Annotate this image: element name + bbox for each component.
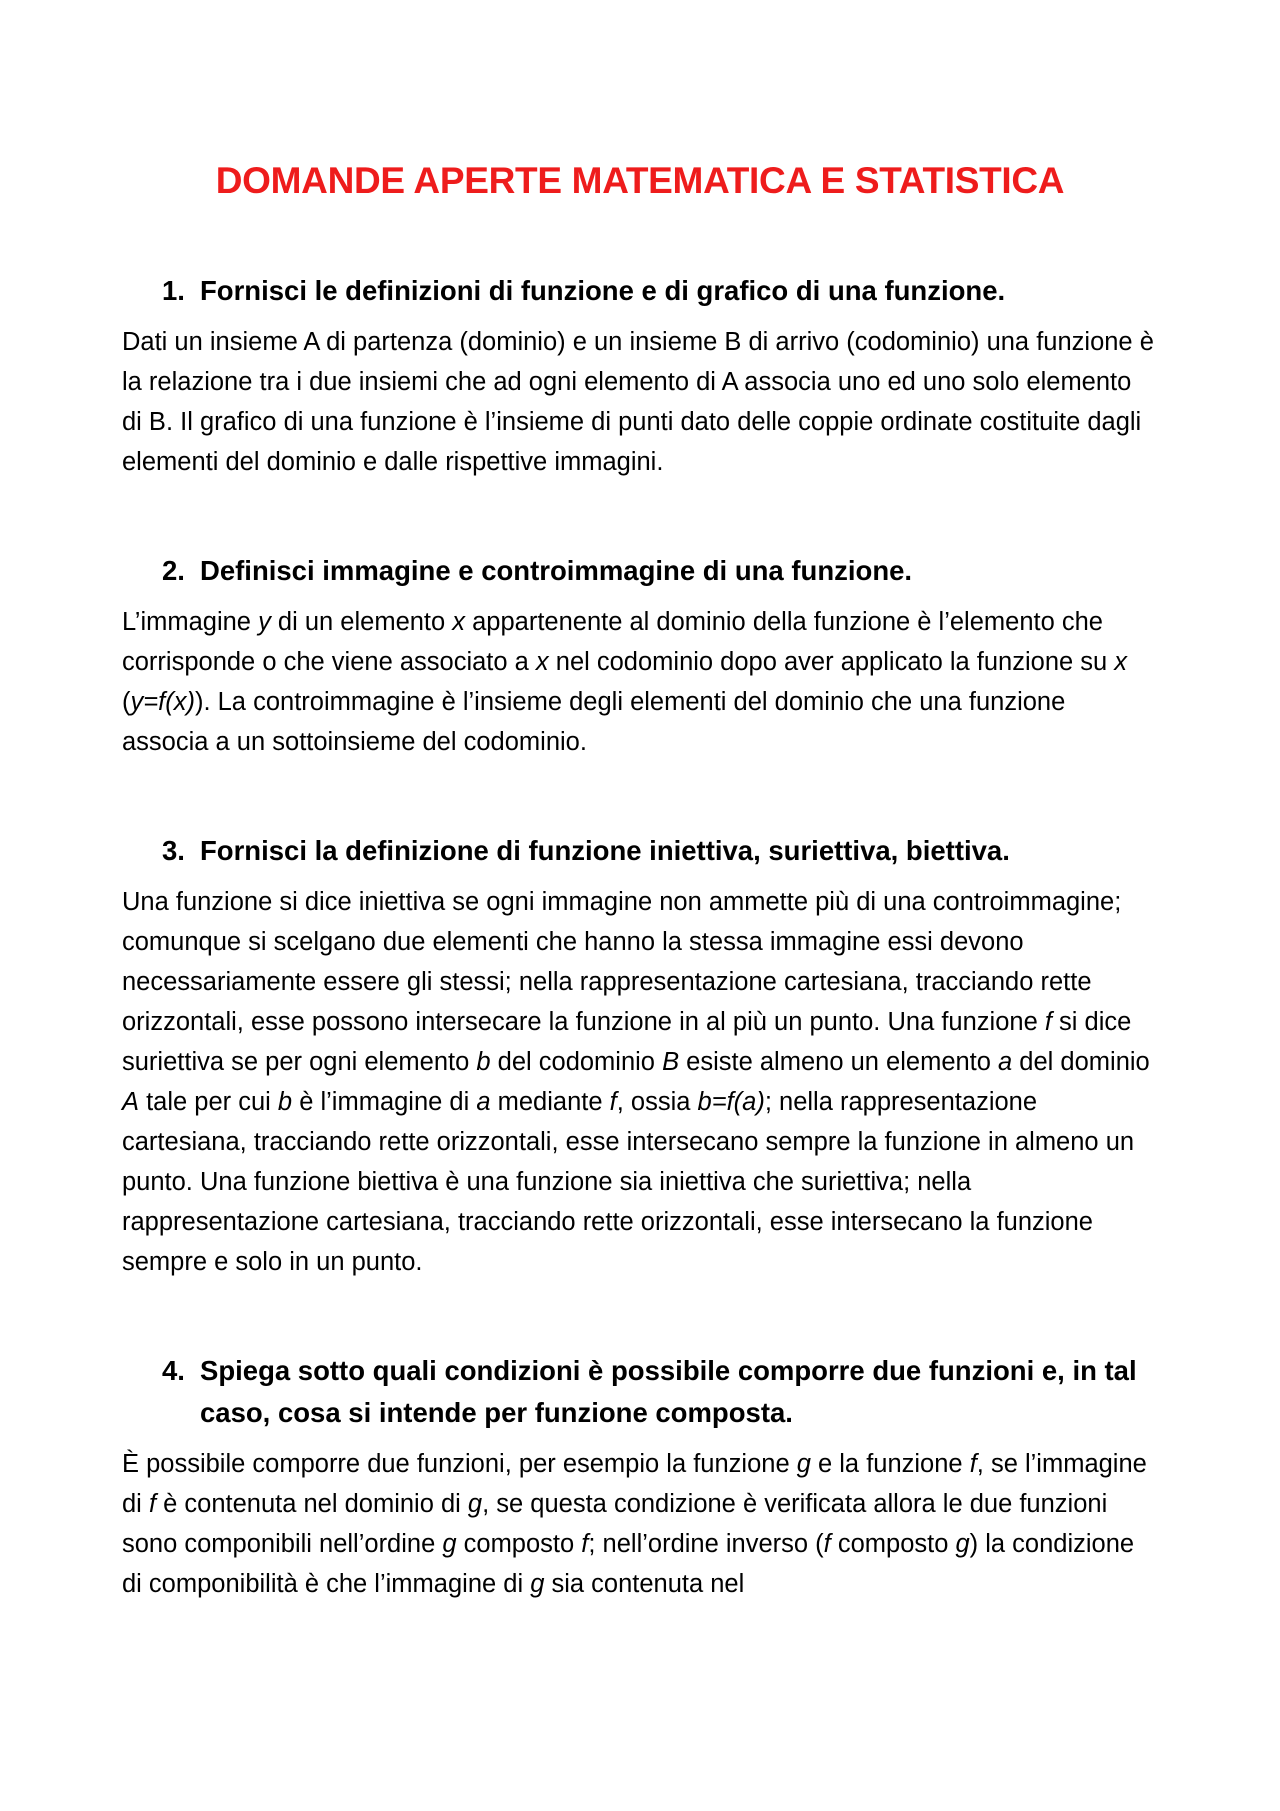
math-variable: x	[1114, 648, 1128, 676]
answer-paragraph	[122, 322, 1158, 482]
math-variable: B	[662, 1048, 680, 1076]
answer-text: Dati un insieme A di partenza (dominio) e un insieme B di arrivo (codominio) una funzione è la relazione tra i due insiemi che ad ogni elemento di A associa uno ed uno solo elemento di B. Il grafico di una funzione è l’insieme di punti dato delle coppie ordinate costituite dagli elementi del dominio e dalle rispettive immagini.	[122, 328, 1154, 476]
math-variable: b	[476, 1048, 491, 1076]
answer-text: tale per cui	[139, 1088, 278, 1116]
document-title: DOMANDE APERTE MATEMATICA E STATISTICA	[215, 160, 1065, 201]
answer-text: e la funzione	[810, 1450, 970, 1478]
answer-text: ; nella rappresentazione cartesiana, tracciando rette orizzontali, esse intersecano sempre la funzione in almeno un punto. Una funzione biettiva è una funzione sia iniettiva che suriettiva; nella rappresentazione cartesiana, tracciando rette orizzontali, esse intersecano la funzione sempre e solo in un punto.	[122, 1088, 1135, 1276]
question-number: 2.	[162, 555, 185, 586]
math-variable: g	[530, 1570, 545, 1598]
question-heading	[122, 550, 1158, 592]
answer-text: Una funzione si dice iniettiva se ogni immagine non ammette più di una controimmagine; comunque si scelgano due elementi che hanno la stessa immagine essi devono necessariamente essere gli stessi; nella rappresentazione cartesiana, tracciando rette orizzontali, esse possono intersecare la funzione in al più un punto. Una funzione	[122, 888, 1122, 1036]
answer-text: del codominio	[490, 1048, 663, 1076]
answer-text: di un elemento	[270, 608, 453, 636]
answer-text: esiste almeno un elemento	[679, 1048, 999, 1076]
answer-text: ; nell’ordine inverso (	[588, 1530, 824, 1558]
answer-text: composto	[456, 1530, 582, 1558]
math-variable: a	[476, 1088, 491, 1116]
math-variable: A	[122, 1088, 140, 1116]
math-variable: a	[998, 1048, 1013, 1076]
answer-text: È possibile comporre due funzioni, per esempio la funzione	[122, 1450, 797, 1478]
answer-text: appartenente al dominio della funzione è l’elemento che corrisponde o che viene associato a	[122, 608, 1103, 676]
question-heading	[122, 830, 1158, 872]
math-variable: f	[969, 1450, 977, 1478]
question-heading	[122, 1350, 1158, 1434]
answer-text: , ossia	[616, 1088, 698, 1116]
answer-text: (	[122, 688, 131, 716]
answer-paragraph	[122, 882, 1158, 1282]
answer-text: è contenuta nel dominio di	[156, 1490, 468, 1518]
answer-paragraph	[122, 1444, 1158, 1604]
answer-text: è l’immagine di	[292, 1088, 477, 1116]
math-variable: b	[277, 1088, 293, 1116]
answer-text: ) la condizione di componibilità è che l’immagine di	[122, 1530, 1135, 1598]
math-variable: f	[823, 1530, 831, 1558]
answer-text: L’immagine	[122, 608, 259, 636]
answer-text: del dominio	[1012, 1048, 1150, 1076]
answer-text: sia contenuta nel	[544, 1570, 745, 1598]
question-text: Fornisci le definizioni di funzione e di grafico di una funzione.	[200, 275, 1006, 306]
math-variable: f	[581, 1530, 589, 1558]
answer-paragraph	[122, 602, 1158, 762]
answer-text: , se l’immagine di	[122, 1450, 1147, 1518]
math-variable: g	[796, 1450, 811, 1478]
answer-text: mediante	[490, 1088, 610, 1116]
answer-text: composto	[830, 1530, 956, 1558]
math-variable: y	[258, 608, 271, 636]
answer-text: si dice suriettiva se per ogni elemento	[122, 1008, 1132, 1076]
math-expression: b=f(a)	[697, 1088, 765, 1116]
math-variable: x	[452, 608, 466, 636]
math-variable: f	[148, 1490, 157, 1518]
answer-text: ). La controimmagine è l’insieme degli elementi del dominio che una funzione associa a un sottoinsieme del codominio.	[122, 688, 1066, 756]
answer-text: nel codominio dopo aver applicato la funzione su	[548, 648, 1115, 676]
math-variable: g	[442, 1530, 457, 1558]
answer-text: , se questa condizione è verificata allora le due funzioni sono componibili nell’ordine	[122, 1490, 1108, 1558]
math-expression: y=f(x)	[130, 688, 195, 716]
math-variable: x	[535, 648, 549, 676]
question-heading	[122, 270, 1158, 312]
question-text: Definisci immagine e controimmagine di una funzione.	[200, 555, 913, 586]
math-variable: g	[955, 1530, 970, 1558]
question-number: 4.	[162, 1355, 185, 1386]
question-text: Fornisci la definizione di funzione iniettiva, suriettiva, biettiva.	[200, 835, 1010, 866]
question-number: 1.	[162, 275, 185, 306]
question-text: Spiega sotto quali condizioni è possibile comporre due funzioni e, in tal caso, cosa si intende per funzione composta.	[200, 1355, 1137, 1428]
math-variable: f	[1044, 1008, 1052, 1036]
math-variable: g	[467, 1490, 483, 1518]
math-variable: f	[609, 1088, 617, 1116]
question-number: 3.	[162, 835, 185, 866]
